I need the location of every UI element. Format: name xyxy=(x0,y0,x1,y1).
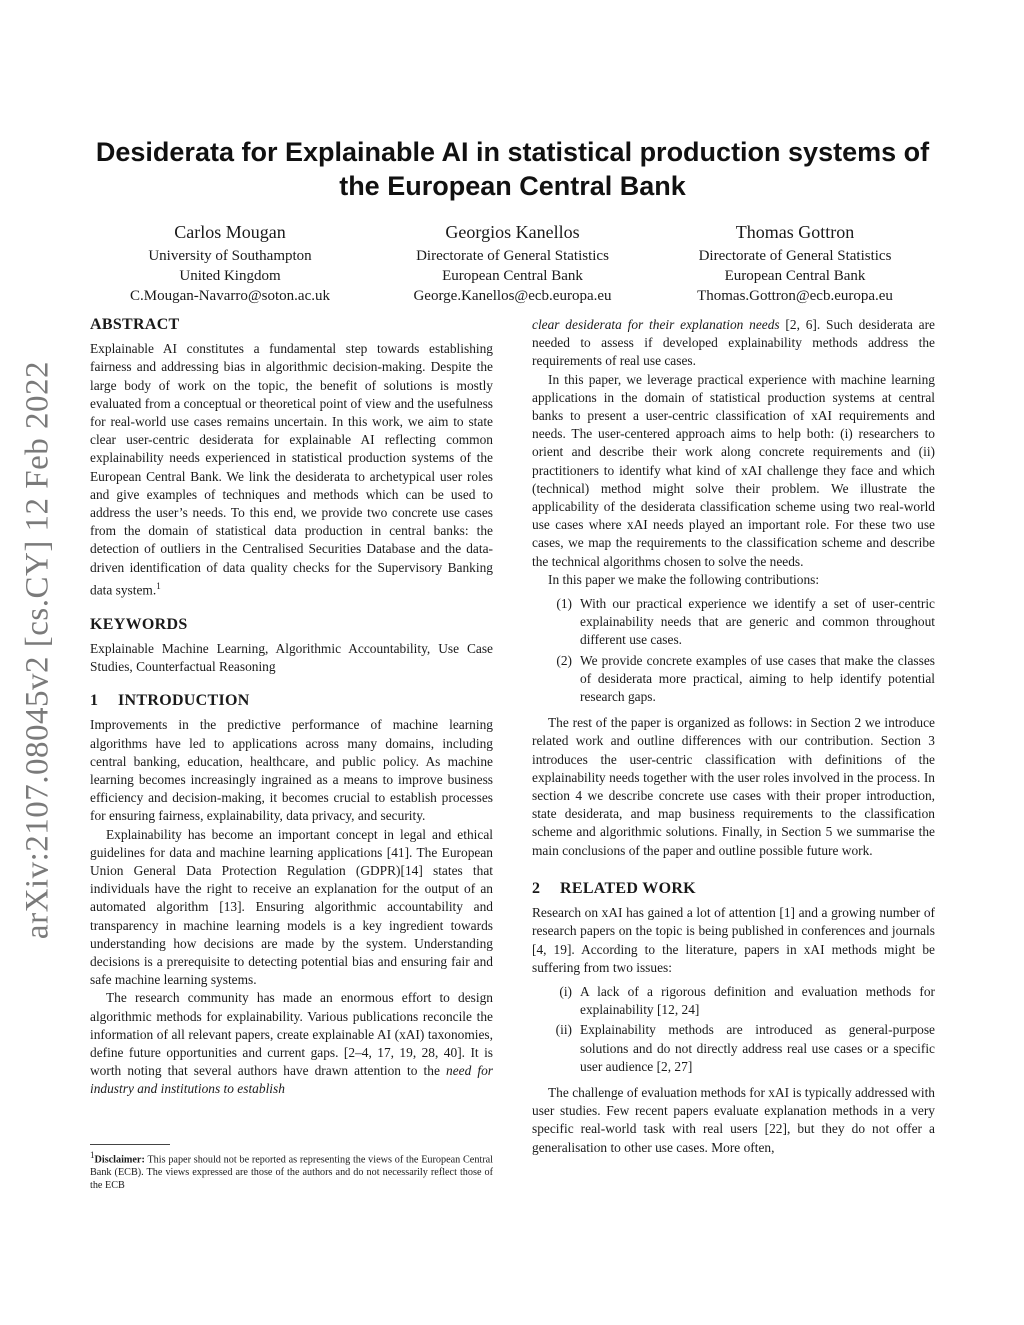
section-heading-introduction xyxy=(90,692,493,710)
related-paragraph-1: Research on xAI has gained a lot of attention [1] and a growing number of research papers on the topic is being published in conferences and journals [4, 19]. According to the literature, papers in xAI methods might be suffering from two issues: xyxy=(532,905,935,975)
author-block xyxy=(90,220,935,306)
author-3 xyxy=(655,220,935,306)
list-label: (i) xyxy=(559,983,572,999)
list-label: (1) xyxy=(556,596,572,612)
author-2 xyxy=(373,220,653,306)
keywords-text: Explainable Machine Learning, Algorithmic Accountability, Use Case Studies, Counterfactual Reasoning xyxy=(90,640,493,674)
author-name: Georgios Kanellos xyxy=(445,222,580,242)
footnote xyxy=(90,1144,493,1192)
list-item xyxy=(532,652,935,707)
keywords-heading: KEYWORDS xyxy=(90,615,188,633)
right-column xyxy=(532,316,935,1157)
list-item xyxy=(532,1021,935,1076)
author-affiliation-2: European Central Bank xyxy=(724,268,866,284)
author-name: Thomas Gottron xyxy=(735,222,855,242)
intro-paragraph-3-text: The research community has made an enormous effort to design algorithmic methods for explainability. Various publications reconcile the information of all relevant papers, create explainable AI (xAI) taxonomies, define future opportunities and current gaps. [2–4, 17, 19, 28, 40]. It is worth noting that several authors have drawn attention to the xyxy=(90,990,493,1079)
author-affiliation-2: United Kingdom xyxy=(179,268,281,284)
author-1 xyxy=(90,220,370,306)
section-title: INTRODUCTION xyxy=(118,692,250,710)
paper-title: Desiderata for Explainable AI in statistical production systems of the European Central Bank xyxy=(95,137,930,201)
list-label: (ii) xyxy=(555,1022,572,1038)
intro-paragraph-3 xyxy=(90,989,493,1098)
list-label: (2) xyxy=(556,652,572,668)
author-affiliation: Directorate of General Statistics xyxy=(416,248,609,264)
left-column xyxy=(90,316,493,1099)
intro-paragraph-6: The rest of the paper is organized as follows: in Section 2 we introduce related work and outline differences with our contribution. Section 3 introduces the user-centric classification with definitions of the explainability needs together with the user roles involved in the process. In section 4 we describe concrete use cases with their proper introduction, state desiderata, and map business requirements to the classification scheme and algorithmic solutions. Finally, in Section 5 we summarise the main conclusions of the paper and outline possible future work. xyxy=(532,715,935,858)
section-heading-related-work xyxy=(532,880,935,898)
related-paragraph-2: The challenge of evaluation methods for xAI is typically addressed with user studies. Few recent papers evaluate explanation methods in a very specific real-world task with real users [22], but they do not offer a generalisation to other use cases. More often, xyxy=(532,1084,935,1155)
intro-paragraph-3-emphasis: need for industry and institutions to establish xyxy=(90,1063,493,1097)
issues-list xyxy=(532,983,935,1076)
list-text: A lack of a rigorous definition and evaluation methods for explainability [12, 24] xyxy=(580,983,935,1018)
author-name: Carlos Mougan xyxy=(174,222,286,242)
abstract-body: Explainable AI constitutes a fundamental step towards establishing fairness and addressing bias in algorithmic decision-making. Despite the large body of work on the topic, the benefit of solutions is mostly evaluated from a conceptual or theoretical point of view and the usefulness for real-world use cases remains uncertain. In this work, we aim to state clear user-centric desiderata for explainable AI reflecting common explainability needs experienced in statistical production systems of the European Central Bank. We link the desiderata to archetypical user roles and give examples of techniques and methods which can be used to address the user’s needs. To this end, we provide two concrete use cases from the domain of statistical data production in central banks: the detection of outliers in the Centralised Securities Database and the data-driven identification of data quality checks for the Supervisory Banking data system. xyxy=(90,341,493,598)
intro-paragraph-5: In this paper we make the following contributions: xyxy=(548,571,820,587)
author-affiliation: Directorate of General Statistics xyxy=(698,248,892,264)
list-text: Explainability methods are introduced as general-purpose solutions and do not directly address real use cases or a specific user audience [2, 27] xyxy=(580,1022,935,1074)
list-item xyxy=(532,983,935,1019)
list-item xyxy=(532,595,935,650)
section-number: 1 xyxy=(90,692,99,710)
intro-paragraph-2: Explainability has become an important concept in legal and ethical guidelines for data and machine learning applications [41]. The European Union General Data Protection Regulation (GDPR)[14] states that individuals have the right to receive an explanation for the output of an automated algorithm [13]. Ensuring algorithmic accountability and transparency in machine learning models is a key ingredient towards understanding how decisions are made by the system. Understanding decisions is a prerequisite to detecting potential bias and ensuring fair and safe machine learning systems. xyxy=(90,826,493,988)
intro-paragraph-1: Improvements in the predictive performance of machine learning algorithms have led to applications across many domains, including central banking, education, healthcare, and public policy. As machine learning becomes increasingly ingrained as a means to improve business efficiency and decision-making, it becomes crucial to establish processes for ensuring fairness, explainability, data privacy, and security. xyxy=(90,717,493,824)
list-text: With our practical experience we identify a set of user-centric explainability needs that are generic and common throughout different use cases. xyxy=(580,596,935,648)
intro-paragraph-3-cont xyxy=(532,316,935,371)
contributions-list xyxy=(532,595,935,706)
author-affiliation: University of Southampton xyxy=(148,248,312,264)
footnote-label: Disclaimer: xyxy=(94,1154,145,1166)
abstract-text xyxy=(90,340,493,599)
author-email: George.Kanellos@ecb.europa.eu xyxy=(413,288,612,304)
footnote-rule xyxy=(90,1144,170,1145)
section-number: 2 xyxy=(532,879,541,897)
list-text: We provide concrete examples of use cases that make the classes of desiderata more practical, aiming to help identify potential research gaps. xyxy=(580,652,935,705)
intro-cont-text: [2, 6]. Such desiderata are needed to assess if developed explainability methods address the requirements of real use cases. xyxy=(532,317,935,369)
intro-paragraph-4: In this paper, we leverage practical experience with machine learning applications in the domain of statistical production systems at central banks to present a user-centric classification of xAI requirements and needs. The user-centered approach aims to help both: (i) researchers to orient and describe their work along concrete requirements and (ii) practitioners to identify what kind of xAI challenge they face and which (technical) method might solve their problem. We illustrate the applicability of the desiderata classification scheme using two real-world use cases where xAI needs played an important role. For these two use cases, we map the requirements to the classification scheme and describe the technical algorithms chosen to solve the needs. xyxy=(532,371,935,569)
footnote-text: This paper should not be reported as representing the views of the European Central Bank (ECB). The views expressed are those of the authors and do not necessarily reflect those of the ECB xyxy=(90,1154,493,1192)
footnote-ref: 1 xyxy=(156,580,161,591)
arxiv-identifier: arXiv:2107.08045v2 [cs.CY] 12 Feb 2022 xyxy=(19,360,56,940)
author-affiliation-2: European Central Bank xyxy=(442,268,583,284)
author-email: C.Mougan-Navarro@soton.ac.uk xyxy=(129,288,331,304)
section-title: RELATED WORK xyxy=(560,879,696,897)
intro-emphasis-cont: clear desiderata for their explanation needs xyxy=(532,317,780,332)
abstract-heading: ABSTRACT xyxy=(90,316,180,333)
footnote-mark: 1 xyxy=(90,1150,95,1160)
author-email: Thomas.Gottron@ecb.europa.eu xyxy=(697,288,893,304)
arxiv-sidebar xyxy=(12,355,64,945)
